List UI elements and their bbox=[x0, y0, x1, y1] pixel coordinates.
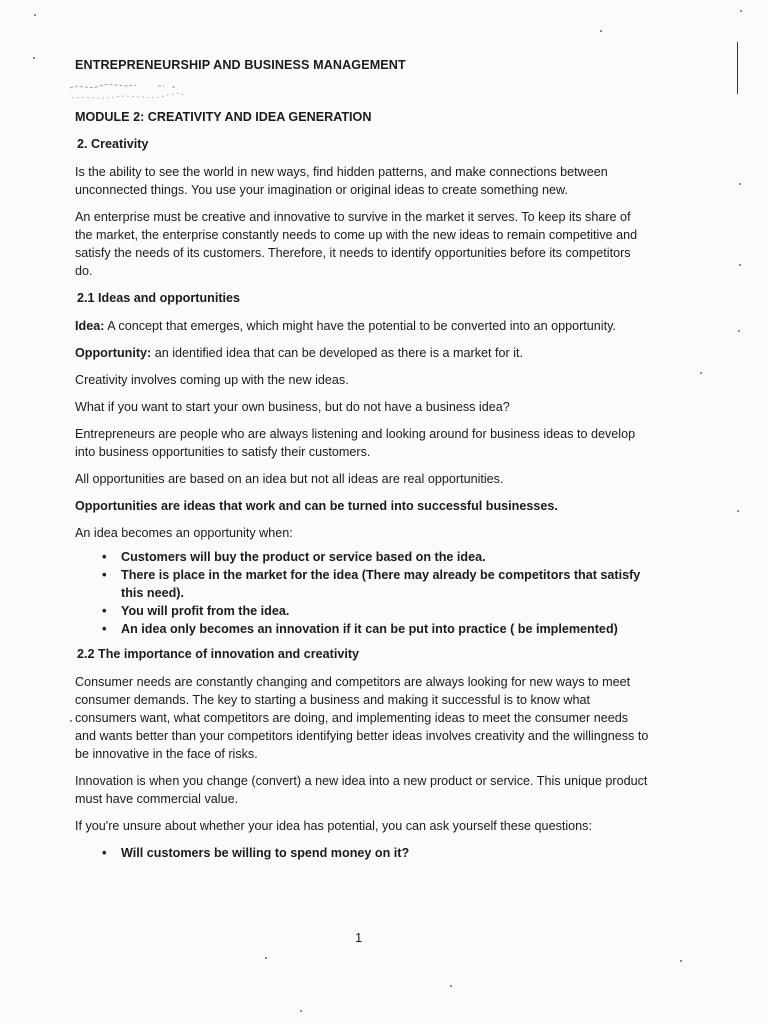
ideas-heading bbox=[77, 289, 650, 307]
all-opportunities-paragraph: All opportunities are based on an idea but not all ideas are real opportunities. bbox=[75, 472, 504, 486]
creativity-paragraph-2: An enterprise must be creative and innovative to survive in the market it serves. To keep its share of the market, the enterprise constantly needs to come up with the new ideas to remain competitive and satisfy the needs of its customers. Therefore, it needs to identify opportunities before its competitors do. bbox=[75, 210, 638, 278]
opportunity-term: Opportunity: bbox=[75, 346, 152, 360]
module-heading: MODULE 2: CREATIVITY AND IDEA GENERATION bbox=[75, 110, 372, 124]
page-number: 1 bbox=[355, 930, 363, 945]
idea-becomes-paragraph: An idea becomes an opportunity when: bbox=[75, 526, 293, 540]
list-item: • You will profit from the idea. bbox=[121, 602, 650, 620]
entrepreneurs-paragraph: Entrepreneurs are people who are always listening and looking around for business ideas to develop into business opportunities to satisfy their customers. bbox=[75, 427, 636, 459]
document-title: ENTREPRENEURSHIP AND BUSINESS MANAGEMENT bbox=[75, 58, 406, 72]
consumer-needs-paragraph: Consumer needs are constantly changing and competitors are always looking for new ways to meet consumer demands. The key to starting a business and making it successful is to know what consumers want, what competitors are doing, and implementing ideas to meet the consumer needs and wants better than your competitors identifying better ideas involves creativity and the willingness to be innovative in the face of risks. bbox=[75, 675, 649, 761]
list-item: • Customers will buy the product or service based on the idea. bbox=[121, 548, 650, 566]
list-item: • Will customers be willing to spend money on it? bbox=[121, 844, 650, 862]
creativity-involves-paragraph: Creativity involves coming up with the new ideas. bbox=[75, 373, 349, 387]
idea-term: Idea: bbox=[75, 319, 105, 333]
idea-definition bbox=[75, 317, 650, 335]
ideas-heading-text: 2.1 Ideas and opportunities bbox=[77, 291, 241, 305]
opportunities-bold-paragraph: Opportunities are ideas that work and can be turned into successful businesses. bbox=[75, 499, 558, 513]
document-body bbox=[75, 56, 650, 869]
unsure-paragraph: If you're unsure about whether your idea has potential, you can ask yourself these questions: bbox=[75, 819, 592, 833]
list-item: • An idea only becomes an innovation if it can be put into practice ( be implemented) bbox=[121, 620, 650, 638]
importance-heading: 2.2 The importance of innovation and creativity bbox=[77, 647, 360, 661]
innovation-paragraph: Innovation is when you change (convert) a new idea into a new product or service. This unique product must have commercial value. bbox=[75, 774, 648, 806]
scan-edge-line bbox=[737, 42, 738, 94]
opportunity-definition bbox=[75, 344, 650, 362]
what-if-paragraph: What if you want to start your own business, but do not have a business idea? bbox=[75, 400, 510, 414]
opportunity-def-text: an identified idea that can be developed as there is a market for it. bbox=[151, 346, 523, 360]
questions-list bbox=[75, 844, 650, 862]
opportunity-criteria-list bbox=[75, 548, 650, 638]
list-item: • There is place in the market for the idea (There may already be competitors that satisfy this need). bbox=[121, 566, 650, 602]
creativity-heading: 2. Creativity bbox=[77, 137, 149, 151]
idea-def-text: A concept that emerges, which might have the potential to be converted into an opportunity. bbox=[104, 319, 616, 333]
creativity-paragraph-1: Is the ability to see the world in new ways, find hidden patterns, and make connections between unconnected things. You use your imagination or original ideas to create something new. bbox=[75, 165, 608, 197]
